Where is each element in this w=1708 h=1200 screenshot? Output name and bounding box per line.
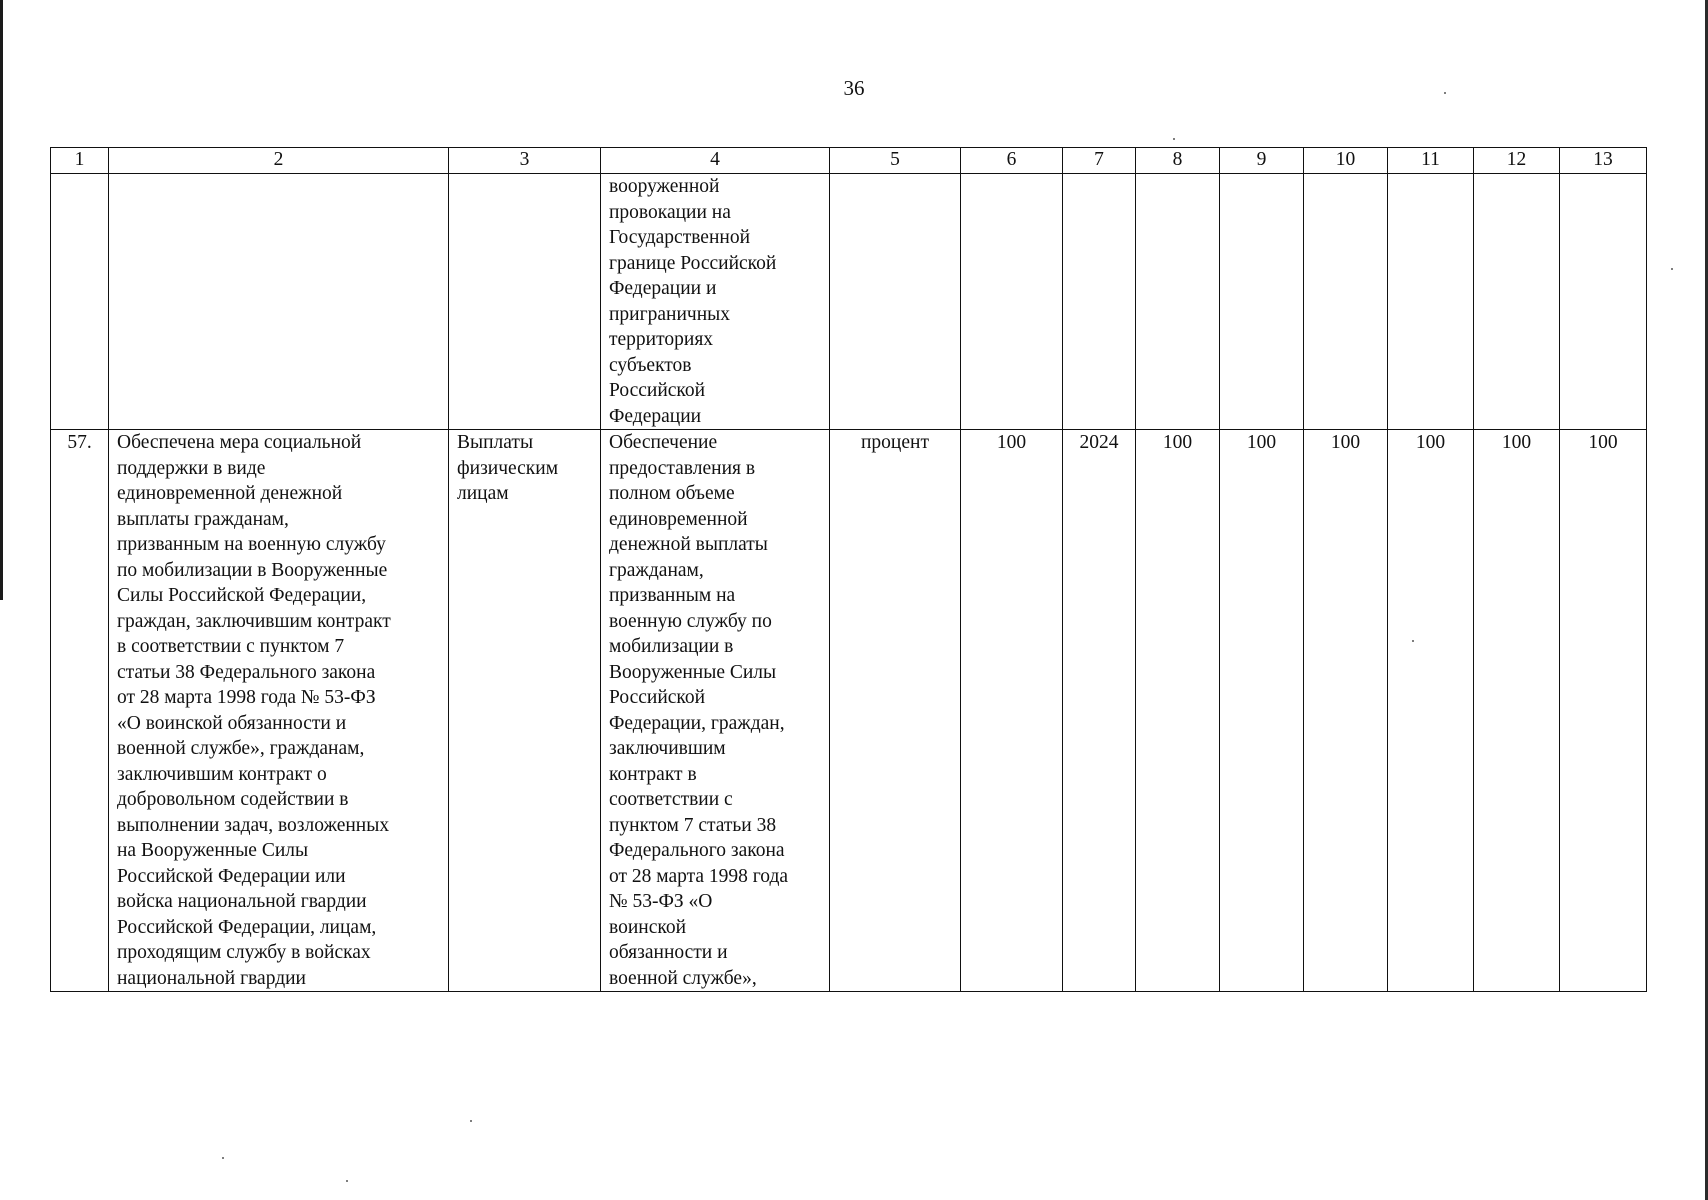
header-col-2: 2 bbox=[109, 148, 449, 174]
header-col-12: 12 bbox=[1474, 148, 1560, 174]
continuation-cell-2 bbox=[109, 174, 449, 430]
table-row-57 bbox=[51, 430, 1647, 992]
indicators-table bbox=[50, 147, 1647, 992]
header-col-4: 4 bbox=[601, 148, 830, 174]
result-description: Обеспечена мера социальной поддержки в виде единовременной денежной выплаты гражданам, призванным на военную службу по мобилизации в Вооруженные Силы Российской Федерации, граждан, заключившим контракт в соответствии с пунктом 7 статьи 38 Федерального закона от 28 марта 1998 года № 53-ФЗ «О воинской обязанности и военной службе», гражданам, заключившим контракт о добровольном содействии в выполнении задач, возложенных на Вооруженные Силы Российской Федерации или войска национальной гвардии Российской Федерации, лицам, проходящим службу в войсках национальной гвардии bbox=[117, 432, 391, 989]
header-col-5: 5 bbox=[830, 148, 961, 174]
base-value: 100 bbox=[961, 430, 1063, 992]
header-col-10: 10 bbox=[1304, 148, 1388, 174]
header-row bbox=[51, 148, 1647, 174]
continuation-row bbox=[51, 174, 1647, 430]
continuation-cell-6 bbox=[961, 174, 1063, 430]
continuation-cell-1 bbox=[51, 174, 109, 430]
continuation-cell-7 bbox=[1063, 174, 1136, 430]
header-col-7: 7 bbox=[1063, 148, 1136, 174]
value-col-11: 100 bbox=[1388, 430, 1474, 992]
value-col-9: 100 bbox=[1220, 430, 1304, 992]
header-col-13: 13 bbox=[1560, 148, 1647, 174]
continuation-cell-5 bbox=[830, 174, 961, 430]
header-col-1: 1 bbox=[51, 148, 109, 174]
value-col-13: 100 bbox=[1560, 430, 1647, 992]
base-year: 2024 bbox=[1063, 430, 1136, 992]
continuation-cell-12 bbox=[1474, 174, 1560, 430]
scan-speck bbox=[1412, 640, 1414, 642]
result-type: Выплаты физическим лицам bbox=[457, 432, 559, 504]
continuation-cell-3 bbox=[449, 174, 601, 430]
continuation-cell-11 bbox=[1388, 174, 1474, 430]
page-number: 36 bbox=[843, 76, 865, 100]
header-col-8: 8 bbox=[1136, 148, 1220, 174]
continuation-cell-13 bbox=[1560, 174, 1647, 430]
header-col-3: 3 bbox=[449, 148, 601, 174]
scan-speck bbox=[1444, 92, 1446, 94]
value-col-12: 100 bbox=[1474, 430, 1560, 992]
scan-speck bbox=[1173, 138, 1175, 140]
scan-speck bbox=[346, 1180, 348, 1182]
continuation-cell-10 bbox=[1304, 174, 1388, 430]
continuation-cell-8 bbox=[1136, 174, 1220, 430]
header-col-11: 11 bbox=[1388, 148, 1474, 174]
unit-of-measure: процент bbox=[830, 430, 961, 992]
scan-speck bbox=[470, 1120, 472, 1122]
row-number: 57. bbox=[51, 430, 109, 992]
header-col-6: 6 bbox=[961, 148, 1063, 174]
continuation-cell-9 bbox=[1220, 174, 1304, 430]
scan-speck bbox=[222, 1157, 224, 1159]
value-col-10: 100 bbox=[1304, 430, 1388, 992]
value-col-8: 100 bbox=[1136, 430, 1220, 992]
header-col-9: 9 bbox=[1220, 148, 1304, 174]
result-characteristic: Обеспечение предоставления в полном объеме единовременной денежной выплаты гражданам, призванным на военную службу по мобилизации в Вооруженные Силы Российской Федерации, граждан, заключившим контракт в соответствии с пунктом 7 статьи 38 Федерального закона от 28 марта 1998 года № 53-ФЗ «О воинской обязанности и военной службе», bbox=[609, 432, 789, 989]
continuation-result-text: вооруженной провокации на Государственной границе Российской Федерации и приграничных территориях субъектов Российской Федерации bbox=[609, 176, 777, 427]
scan-speck bbox=[1671, 268, 1673, 270]
